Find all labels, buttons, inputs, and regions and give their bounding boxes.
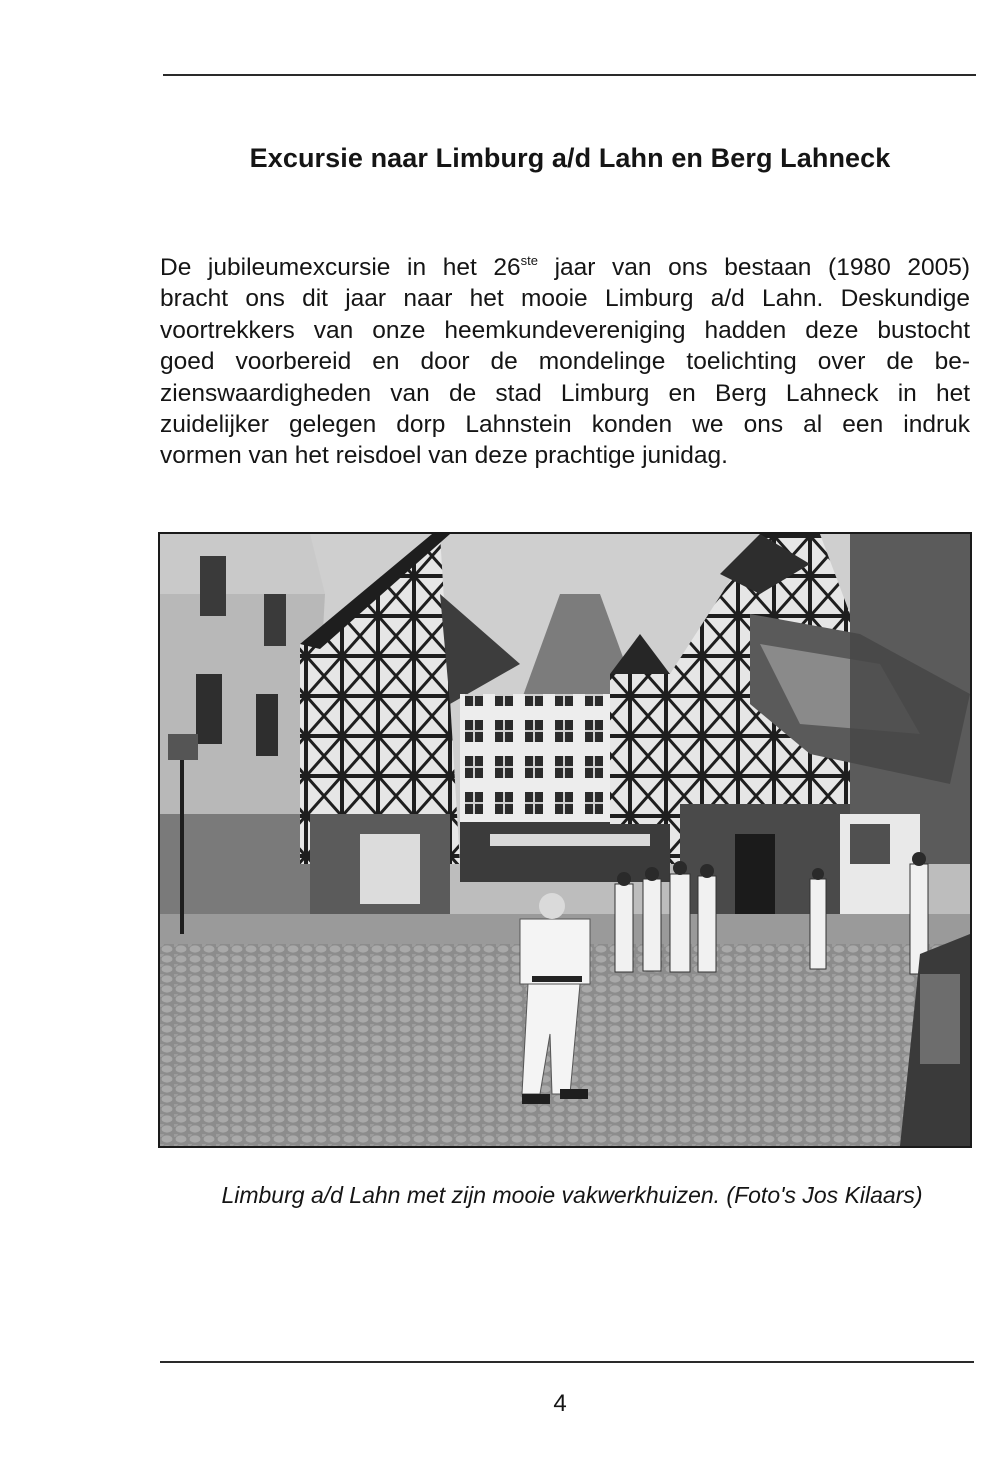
ordinal-suffix: ste — [520, 253, 538, 268]
bottom-divider — [160, 1361, 974, 1363]
page-number: 4 — [553, 1390, 567, 1417]
paragraph-text: De jubileumexcursie in het 26 — [160, 254, 521, 281]
paragraph-line: zuidelijker gelegen dorp Lahnstein konden we ons al een indruk — [160, 411, 970, 439]
paragraph-line — [160, 252, 970, 283]
paragraph-line: zienswaardigheden van de stad Limburg en Berg Lahneck in het — [160, 379, 970, 407]
paragraph-line: voortrekkers van onze heemkundevereniging hadden deze bustocht — [160, 316, 970, 344]
top-divider — [163, 74, 976, 76]
article-title: Excursie naar Limburg a/d Lahn en Berg Lahneck — [249, 143, 891, 173]
paragraph-text: jaar van ons bestaan (1980 2005) — [537, 254, 970, 281]
paragraph-line: vormen van het reisdoel van deze prachtige junidag. — [160, 442, 728, 470]
town-square-photo — [158, 532, 972, 1148]
intro-paragraph — [160, 252, 970, 472]
paragraph-line: goed voorbereid en door de mondelinge toelichting over de be- — [160, 348, 970, 376]
paragraph-line: bracht ons dit jaar naar het mooie Limburg a/d Lahn. Deskundige — [160, 285, 970, 313]
photo-caption: Limburg a/d Lahn met zijn mooie vakwerkhuizen. (Foto's Jos Kilaars) — [221, 1182, 923, 1208]
